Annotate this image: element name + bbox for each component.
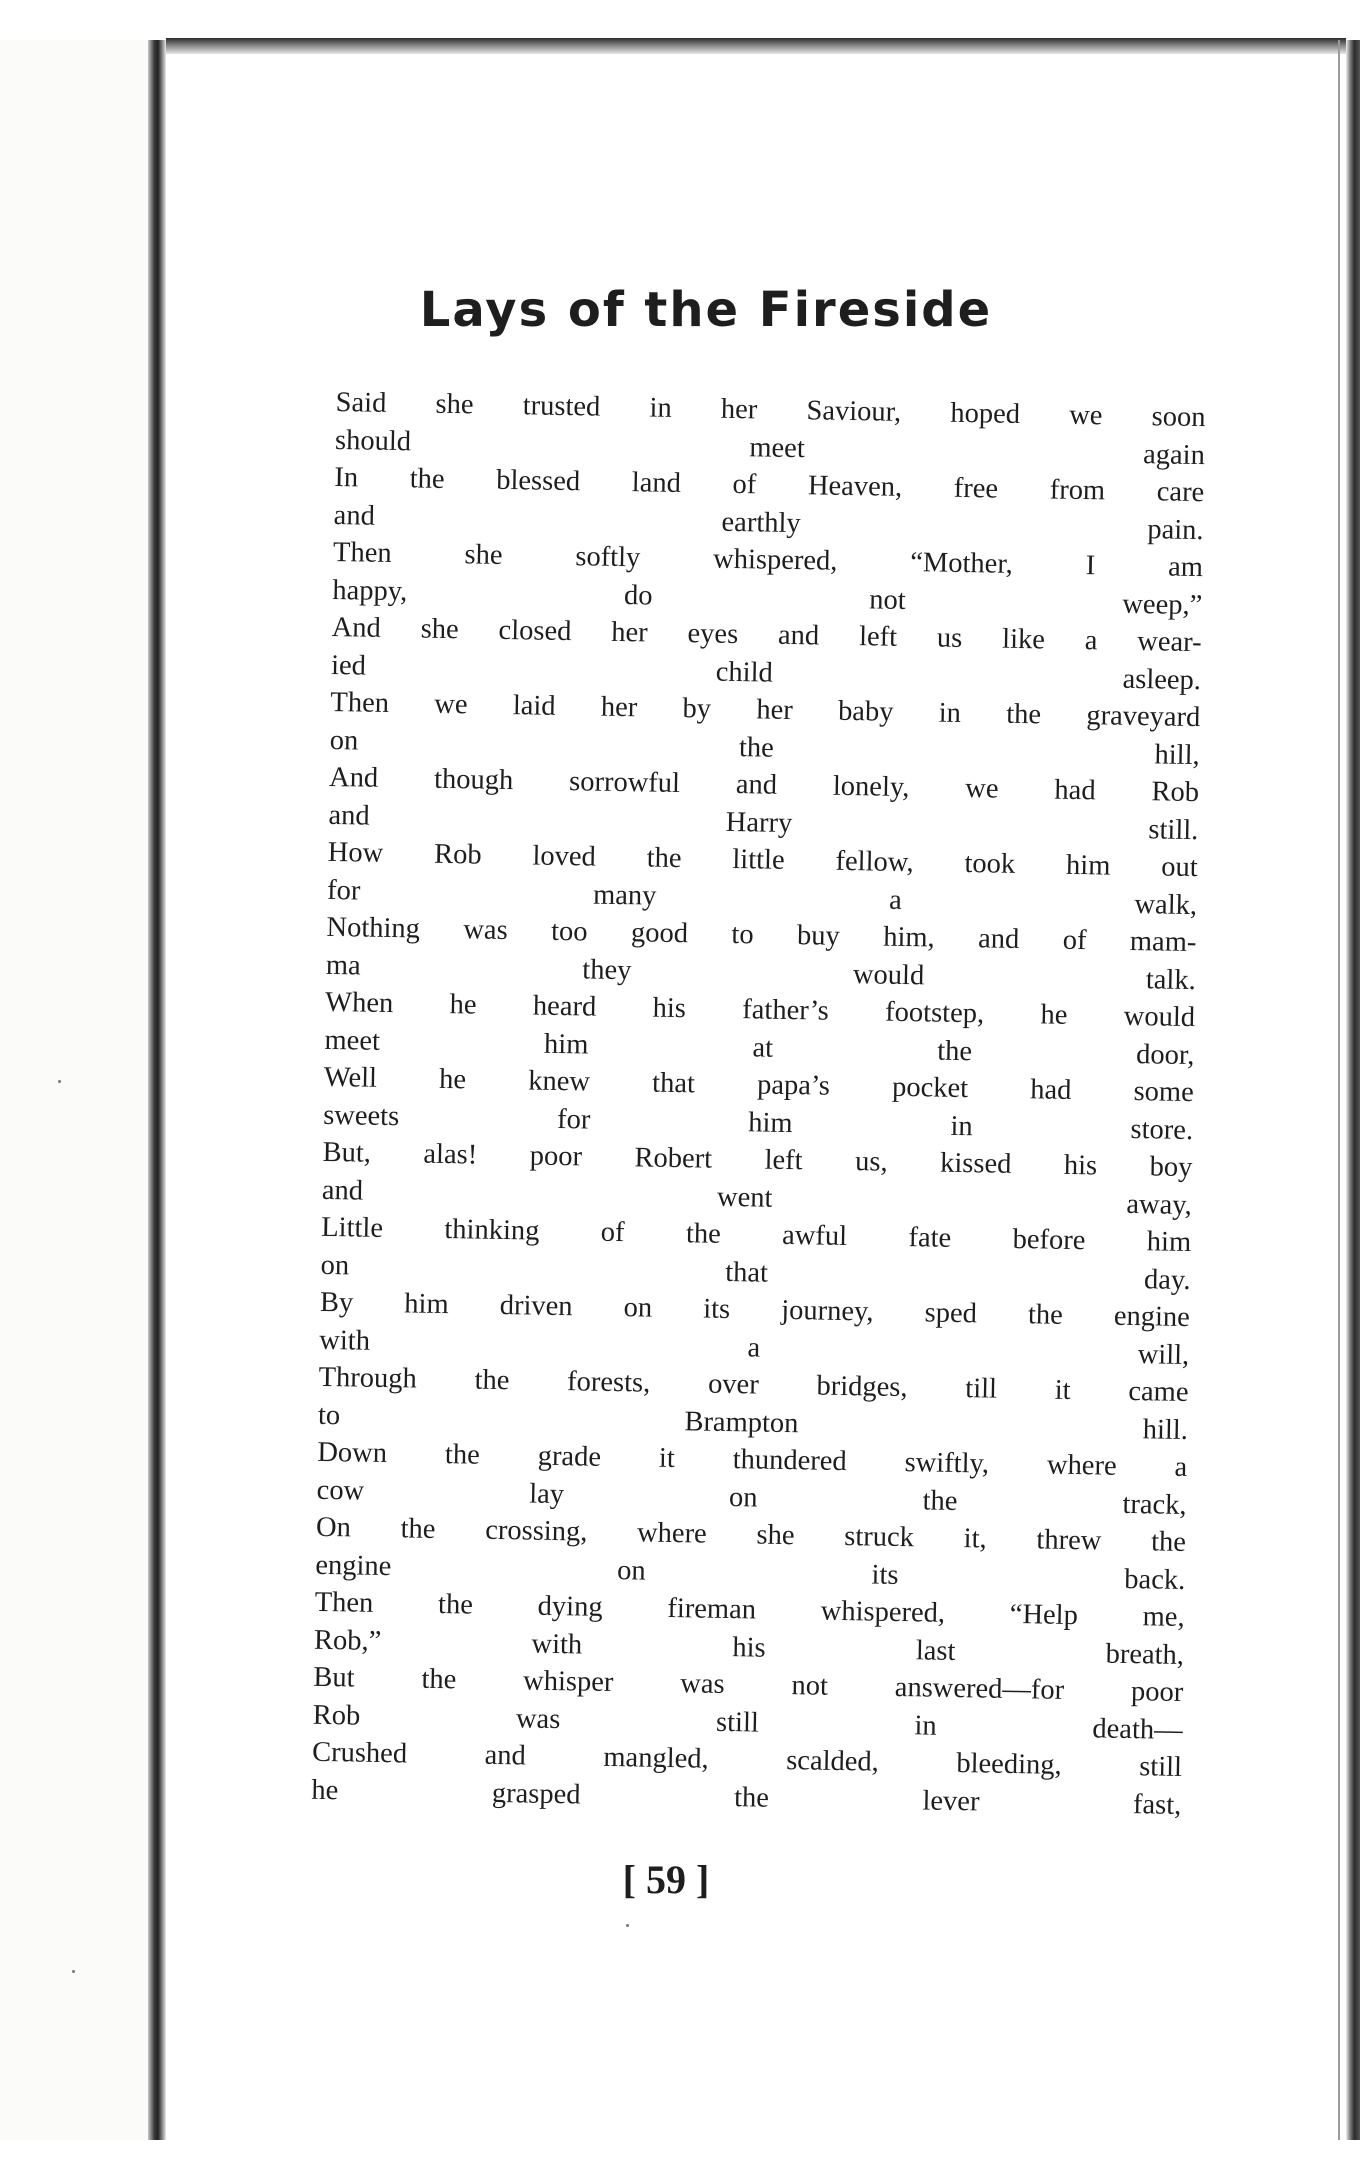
- line-continuation: to Brampton hill.: [317, 1399, 1189, 1446]
- line-continuation: ied child asleep.: [330, 649, 1202, 696]
- line-first: Down the grade it thundered swiftly, where a: [317, 1436, 1188, 1484]
- line-continuation: with a will,: [319, 1324, 1190, 1371]
- page-edge-line: [1338, 40, 1340, 2140]
- book-page: [166, 54, 1332, 2140]
- line-first: By him driven on its journey, sped the engine: [319, 1286, 1191, 1334]
- line-continuation: on the hill,: [329, 724, 1200, 771]
- line-continuation: meet him at the door,: [324, 1024, 1195, 1071]
- line-first: And she closed her eyes and left us like a wear-: [331, 611, 1202, 659]
- line-first: Crushed and mangled, scalded, bleeding, still: [311, 1736, 1183, 1783]
- poem-text: [311, 384, 1206, 1824]
- line-first: But the whisper was not answered—for poor: [313, 1661, 1184, 1708]
- line-first: On the crossing, where she struck it, threw the: [315, 1511, 1187, 1559]
- line-continuation: on that day.: [320, 1249, 1191, 1296]
- line-continuation: sweets for him in store.: [322, 1099, 1194, 1146]
- line-continuation: for many a walk,: [326, 874, 1198, 921]
- page-number: [ 59 ]: [622, 1857, 710, 1902]
- line-continuation: should meet again: [334, 424, 1206, 471]
- line-first: Then we laid her by her baby in the graveyard: [330, 686, 1201, 734]
- line-first: And though sorrowful and lonely, we had Rob: [328, 761, 1200, 809]
- line-continuation: and went away,: [321, 1174, 1193, 1221]
- line-first: But, alas! poor Robert left us, kissed his boy: [322, 1136, 1193, 1184]
- paper-speck: [72, 1970, 75, 1973]
- line-first: Little thinking of the awful fate before him: [321, 1211, 1192, 1259]
- line-first: How Rob loved the little fellow, took him out: [327, 836, 1198, 884]
- line-continuation: and Harry still.: [328, 799, 1199, 846]
- line-first: Nothing was too good to buy him, and of mam-: [326, 911, 1197, 959]
- previous-page-edge: [0, 40, 148, 2140]
- line-first: Well he knew that papa’s pocket had some: [323, 1061, 1195, 1109]
- paper-speck: [626, 1924, 629, 1927]
- poem-lines: [311, 384, 1206, 1824]
- line-first: Said she trusted in her Saviour, hoped we soon: [335, 386, 1206, 434]
- line-continuation: engine on its back.: [315, 1549, 1186, 1596]
- poem-line: [311, 1734, 1182, 1824]
- paper-speck: [58, 1080, 61, 1083]
- book-gutter: [148, 40, 166, 2140]
- line-continuation: cow lay on the track,: [316, 1474, 1187, 1521]
- line-continuation: and earthly pain.: [333, 499, 1204, 546]
- line-first: Through the forests, over bridges, till it came: [318, 1361, 1189, 1409]
- line-continuation: happy, do not weep,”: [332, 574, 1203, 621]
- line-first: In the blessed land of Heaven, free from care: [334, 461, 1205, 509]
- line-continuation: Rob,” with his last breath,: [313, 1624, 1185, 1671]
- right-page-edge: [1346, 40, 1360, 2140]
- line-first: When he heard his father’s footstep, he would: [324, 986, 1196, 1034]
- line-continuation: he grasped the lever fast,: [311, 1774, 1182, 1821]
- line-first: Then she softly whispered, “Mother, I am: [332, 536, 1204, 584]
- top-page-shadow: [166, 38, 1346, 54]
- running-head: Lays of the Fireside: [419, 282, 993, 338]
- line-first: Then the dying fireman whispered, “Help me,: [314, 1586, 1185, 1633]
- line-continuation: Rob was still in death—: [312, 1699, 1183, 1746]
- line-continuation: ma they would talk.: [325, 949, 1196, 996]
